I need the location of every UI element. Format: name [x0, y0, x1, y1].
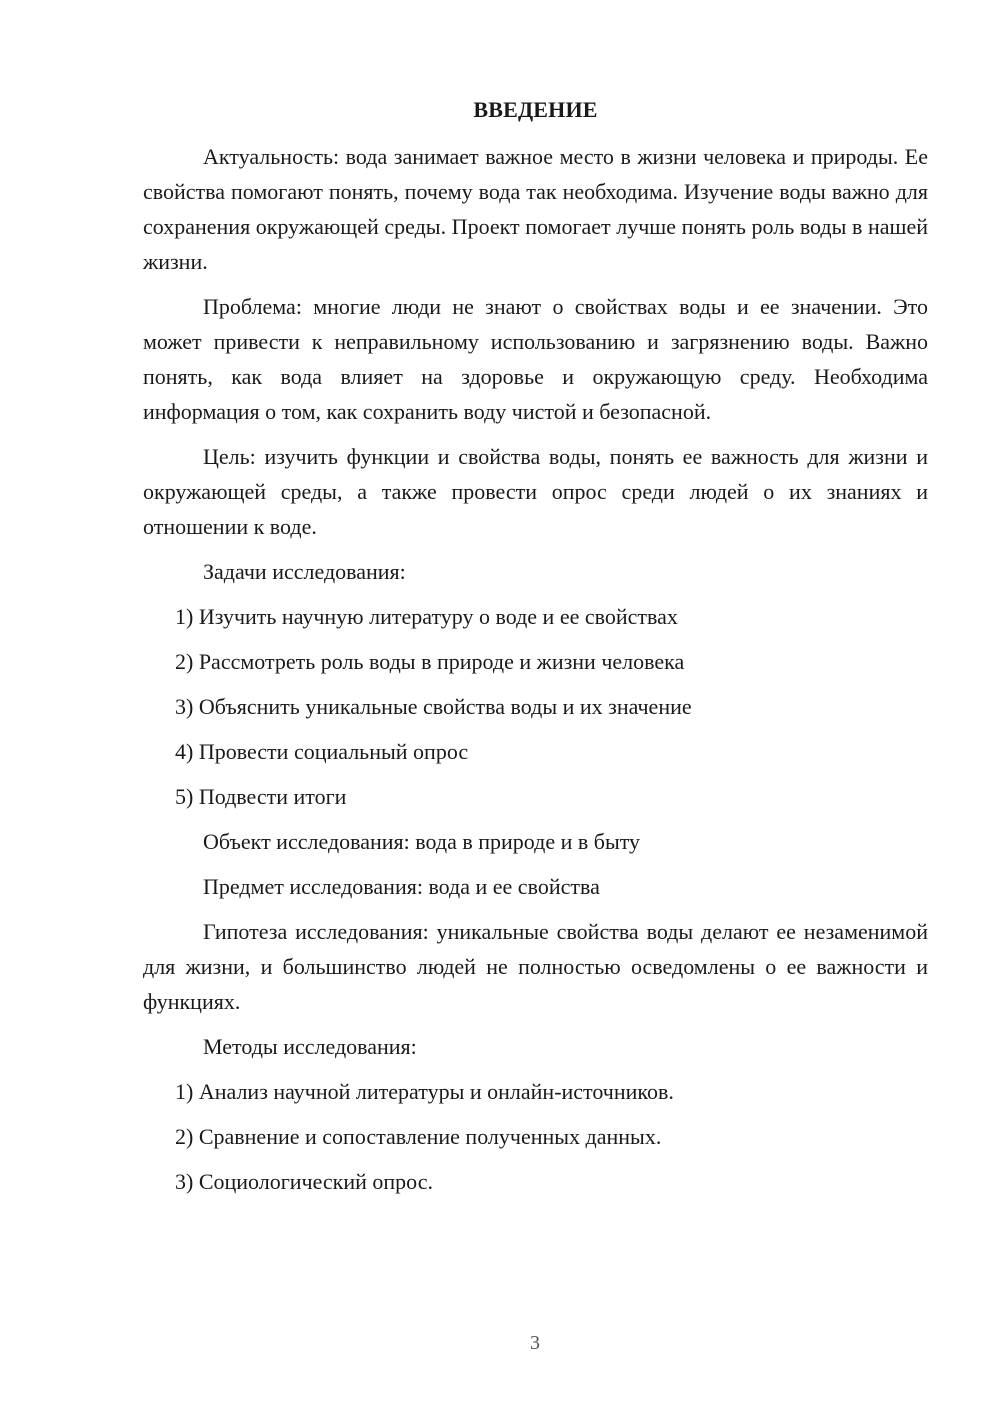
tasks-heading: Задачи исследования: [203, 559, 406, 584]
problem-paragraph: Проблема: многие люди не знают о свойствах воды и ее значении. Это может привести к неправильному использованию и загрязнению воды. Важно понять, как вода влияет на здоровье и окружающую среду. Необходима информация о том, как сохранить воду чистой и безопасной. [143, 294, 928, 424]
relevance-paragraph: Актуальность: вода занимает важное место в жизни человека и природы. Ее свойства помогают понять, почему вода так необходима. Изучение воды важно для сохранения окружающей среды. Проект помогает лучше понять роль воды в нашей жизни. [143, 144, 928, 274]
list-item: 3) Объяснить уникальные свойства воды и их значение [175, 694, 692, 719]
tasks-list [143, 599, 928, 814]
research-subject: Предмет исследования: вода и ее свойства [203, 874, 600, 899]
methods-heading: Методы исследования: [203, 1034, 417, 1059]
goal-paragraph: Цель: изучить функции и свойства воды, понять ее важность для жизни и окружающей среды, а также провести опрос среди людей о их знаниях и отношении к воде. [143, 444, 928, 539]
page-number: 3 [530, 1332, 540, 1354]
list-item: 2) Рассмотреть роль воды в природе и жизни человека [175, 649, 685, 674]
list-item: 2) Сравнение и сопоставление полученных данных. [175, 1124, 662, 1149]
document-page [143, 92, 928, 1209]
research-object: Объект исследования: вода в природе и в быту [203, 829, 641, 854]
list-item: 5) Подвести итоги [175, 784, 347, 809]
list-item: 1) Анализ научной литературы и онлайн-источников. [175, 1079, 674, 1104]
list-item: 3) Социологический опрос. [175, 1169, 433, 1194]
list-item: 4) Провести социальный опрос [175, 739, 469, 764]
page-title: ВВЕДЕНИЕ [473, 97, 598, 122]
list-item: 1) Изучить научную литературу о воде и ее свойствах [175, 604, 678, 629]
methods-list [143, 1074, 928, 1199]
hypothesis-paragraph: Гипотеза исследования: уникальные свойства воды делают ее незаменимой для жизни, и большинство людей не полностью осведомлены о ее важности и функциях. [143, 919, 928, 1014]
